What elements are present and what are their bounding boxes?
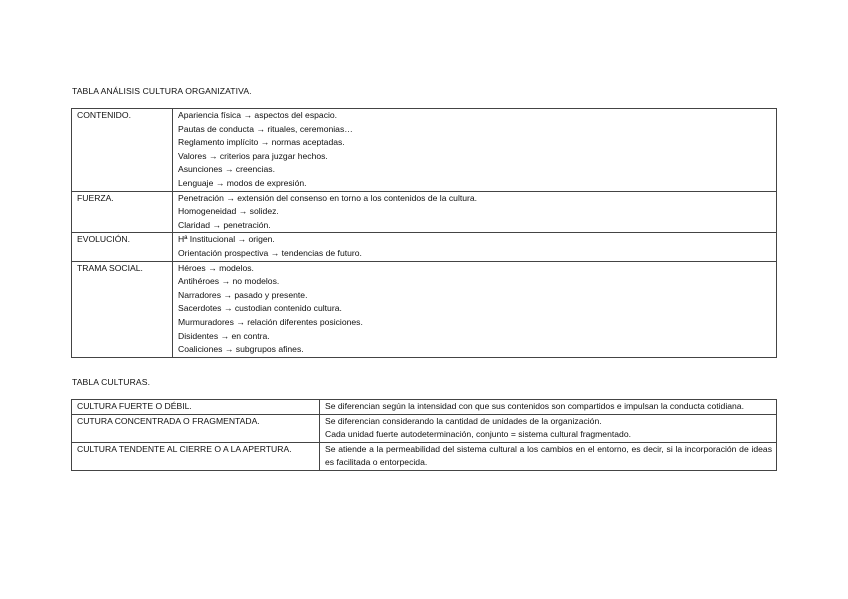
row-label: CONTENIDO. (77, 110, 131, 120)
row-content-cell (173, 191, 777, 233)
row-label-cell (72, 414, 320, 442)
row-content-cell (173, 233, 777, 261)
table-row (72, 261, 777, 357)
content-text: Se diferencian según la intensidad con que sus contenidos son compartidos e impulsan la conducta cotidiana. (325, 401, 744, 411)
content-line: Homogeneidad → solidez. (178, 206, 279, 217)
content-line: Pautas de conducta → rituales, ceremonias… (178, 123, 353, 134)
row-label: EVOLUCIÓN. (77, 234, 131, 245)
content-line: Asunciones → creencias. (178, 164, 275, 175)
content-text: Se atiende a la permeabilidad del sistema cultural a los cambios en el entorno, es decir, si la incorporación de ideas es facilitada o entorpecida. (325, 443, 772, 468)
table-row (72, 400, 777, 415)
content-line: Disidentes → en contra. (178, 330, 270, 341)
content-line: Hª Institucional → origen. (178, 234, 275, 245)
row-label-cell (72, 191, 173, 233)
row-content-cell (320, 414, 777, 442)
row-label: FUERZA. (77, 192, 114, 203)
table-row (72, 191, 777, 233)
row-label: TRAMA SOCIAL. (77, 262, 143, 273)
row-label-cell (72, 233, 173, 261)
row-label-cell (72, 400, 320, 415)
table-row (72, 109, 777, 192)
content-line: Sacerdotes → custodian contenido cultura. (178, 303, 342, 314)
row-content-cell (320, 400, 777, 415)
row-label: CULTURA TENDENTE AL CIERRE O A LA APERTURA. (77, 443, 292, 454)
row-label: CUTURA CONCENTRADA O FRAGMENTADA. (77, 415, 260, 426)
table-row (72, 414, 777, 442)
row-content-cell (173, 261, 777, 357)
content-line: Apariencia física → aspectos del espacio. (178, 110, 338, 120)
content-line: Claridad → penetración. (178, 219, 271, 230)
row-content-cell (173, 109, 777, 192)
content-line: Reglamento implícito → normas aceptadas. (178, 137, 345, 148)
row-label: CULTURA FUERTE O DÉBIL. (77, 401, 192, 411)
content-line: Murmuradores → relación diferentes posiciones. (178, 316, 363, 327)
row-content-cell (320, 442, 777, 470)
row-label-cell (72, 109, 173, 192)
cultures-table (71, 399, 777, 471)
content-line: Se diferencian considerando la cantidad de unidades de la organización. (325, 415, 602, 426)
row-label-cell (72, 261, 173, 357)
table2-title: TABLA CULTURAS. (72, 377, 151, 387)
table-row (72, 442, 777, 470)
table1-title: TABLA ANÁLISIS CULTURA ORGANIZATIVA. (72, 86, 252, 96)
content-line: Lenguaje → modos de expresión. (178, 177, 307, 188)
row-label-cell (72, 442, 320, 470)
culture-analysis-table (71, 108, 777, 358)
content-line: Cada unidad fuerte autodeterminación, conjunto = sistema cultural fragmentado. (325, 429, 631, 440)
content-line: Narradores → pasado y presente. (178, 289, 308, 300)
content-line: Orientación prospectiva → tendencias de futuro. (178, 247, 362, 258)
content-line: Penetración → extensión del consenso en torno a los contenidos de la cultura. (178, 192, 478, 203)
content-line: Antihéroes → no modelos. (178, 276, 280, 287)
content-line: Valores → criterios para juzgar hechos. (178, 150, 328, 161)
content-line: Coaliciones → subgrupos afines. (178, 344, 304, 355)
content-line: Héroes → modelos. (178, 262, 254, 273)
table-row (72, 233, 777, 261)
